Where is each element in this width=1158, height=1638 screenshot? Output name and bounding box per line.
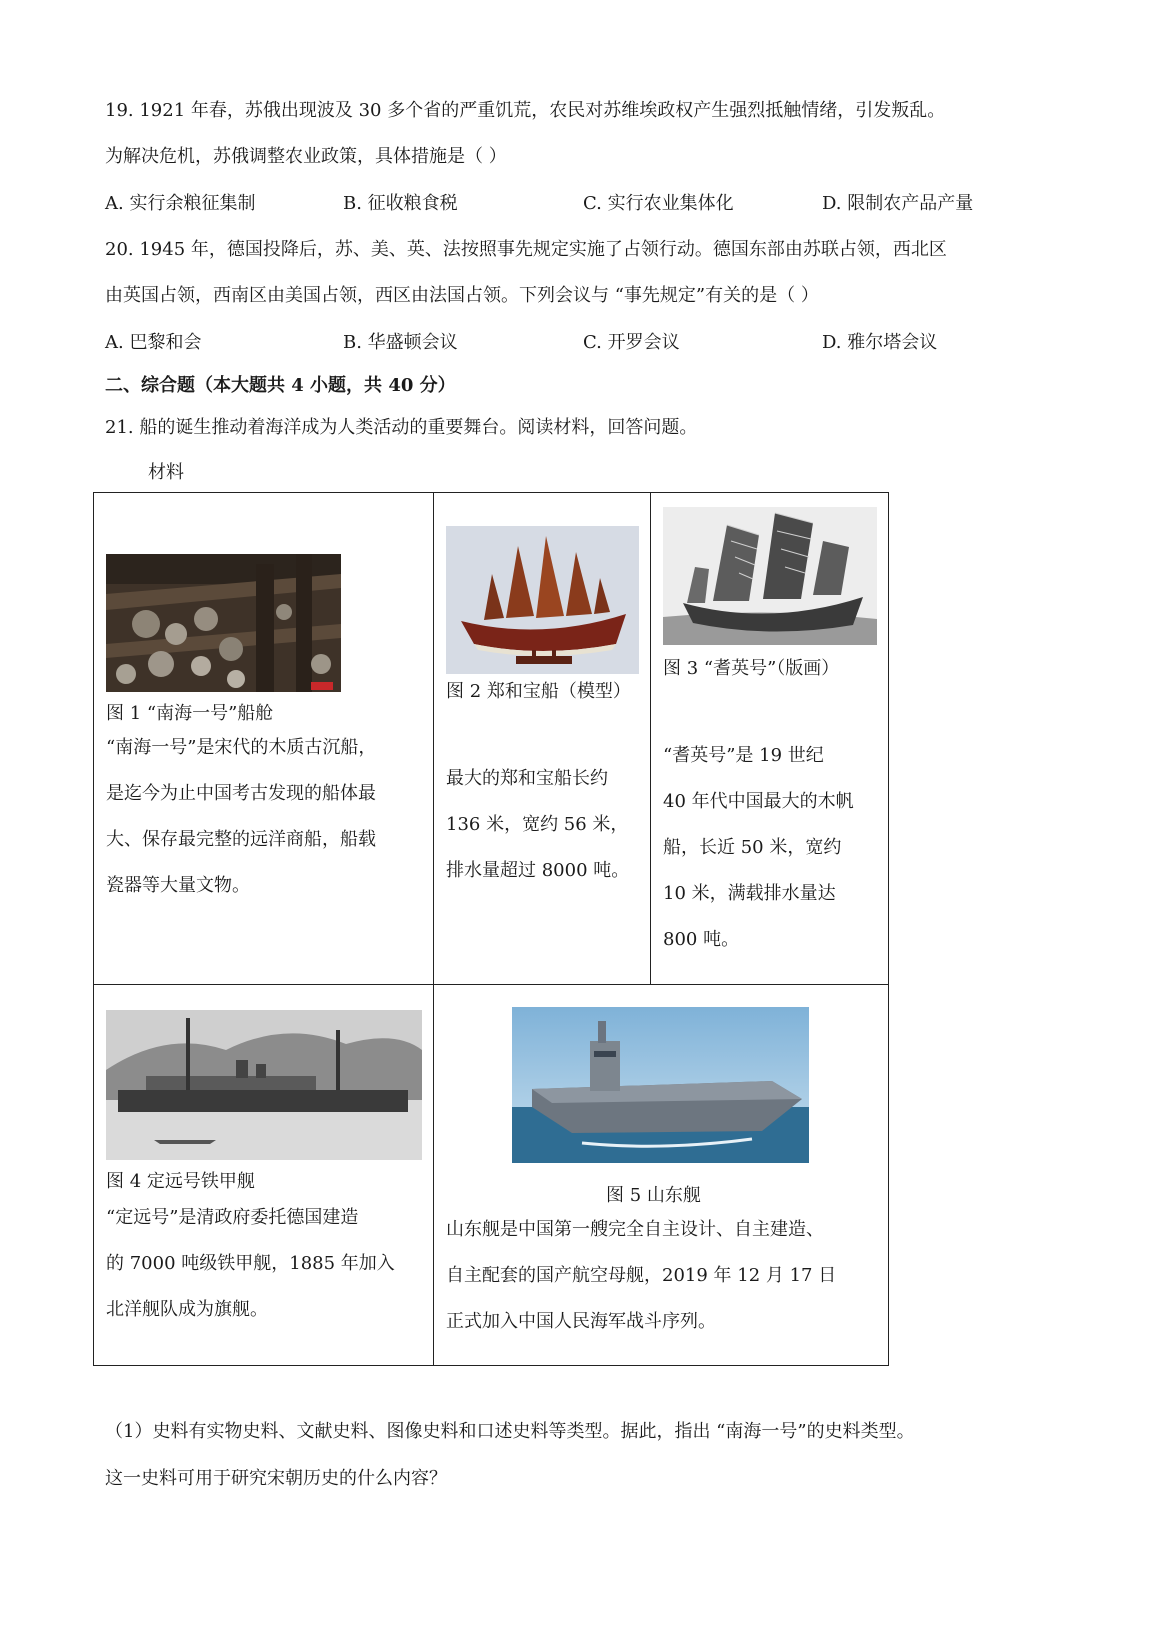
fig1-description [106, 725, 376, 909]
q20-stem-line2: 由英国占领，西南区由美国占领，西区由法国占领。下列会议与 “事先规定”有关的是（ ） [105, 285, 819, 306]
fig2-desc-line: 最大的郑和宝船长约 [446, 768, 608, 789]
fig4-desc-line: 的 7000 吨级铁甲舰，1885 年加入 [106, 1253, 395, 1274]
fig1-caption: 图 1 “南海一号”船舱 [106, 703, 274, 724]
fig2-desc-line: 136 米，宽约 56 米， [446, 814, 629, 835]
material-table [93, 492, 889, 1366]
q19-stem-line1: 19. 1921 年春，苏俄出现波及 30 多个省的严重饥荒，农民对苏维埃政权产生强烈抵触情绪，引发叛乱。 [105, 100, 946, 121]
fig1-desc-line: 瓷器等大量文物。 [106, 875, 250, 896]
fig2-cell [434, 493, 651, 985]
fig4-desc-line: “定远号”是清政府委托德国建造 [106, 1207, 359, 1228]
fig3-desc-line: 船，长近 50 米，宽约 [663, 837, 842, 858]
fig3-cell [651, 493, 889, 985]
fig4-description [106, 1195, 395, 1333]
q20-option-a: A. 巴黎和会 [105, 332, 202, 353]
keying-junk-engraving [663, 507, 877, 645]
q19-stem-line2: 为解决危机，苏俄调整农业政策，具体措施是（ ） [105, 146, 507, 167]
q19-option-b: B. 征收粮食税 [343, 193, 458, 214]
nanhai-one-hold-photo [106, 554, 341, 692]
fig3-caption: 图 3 “耆英号”（版画） [663, 658, 840, 679]
q19-option-c: C. 实行农业集体化 [583, 193, 734, 214]
section-heading: 二、综合题（本大题共 4 小题，共 40 分） [105, 375, 456, 396]
fig3-desc-line: “耆英号”是 19 世纪 [663, 745, 824, 766]
fig1-desc-line: 是迄今为止中国考古发现的船体最 [106, 783, 376, 804]
fig4-desc-line: 北洋舰队成为旗舰。 [106, 1299, 268, 1320]
fig2-desc-line: 排水量超过 8000 吨。 [446, 860, 630, 881]
q20-option-b: B. 华盛顿会议 [343, 332, 458, 353]
q20-option-c: C. 开罗会议 [583, 332, 680, 353]
fig1-desc-line: 大、保存最完整的远洋商船，船载 [106, 829, 376, 850]
fig2-caption: 图 2 郑和宝船（模型） [446, 681, 631, 702]
fig5-desc-line: 自主配套的国产航空母舰，2019 年 12 月 17 日 [446, 1265, 837, 1286]
fig3-desc-line: 10 米，满载排水量达 [663, 883, 836, 904]
shandong-carrier-photo [512, 1007, 809, 1163]
zhenghe-treasure-ship-model-photo [446, 526, 639, 674]
fig1-desc-line: “南海一号”是宋代的木质古沉船， [106, 737, 377, 758]
fig5-desc-line: 山东舰是中国第一艘完全自主设计、自主建造、 [446, 1219, 824, 1240]
q21-stem: 21. 船的诞生推动着海洋成为人类活动的重要舞台。阅读材料，回答问题。 [105, 417, 698, 438]
fig4-caption: 图 4 定远号铁甲舰 [106, 1171, 255, 1192]
fig5-description [446, 1207, 836, 1345]
fig3-desc-line: 40 年代中国最大的木帆 [663, 791, 854, 812]
fig5-caption: 图 5 山东舰 [606, 1185, 701, 1206]
material-label: 材料 [148, 462, 184, 483]
q19-option-d: D. 限制农产品产量 [822, 193, 974, 214]
fig5-cell [434, 985, 889, 1366]
dingyuan-ironclad-photo [106, 1010, 422, 1160]
fig4-cell [94, 985, 434, 1366]
q20-option-d: D. 雅尔塔会议 [822, 332, 938, 353]
fig2-description [446, 756, 629, 894]
fig5-desc-line: 正式加入中国人民海军战斗序列。 [446, 1311, 716, 1332]
q20-stem-line1: 20. 1945 年，德国投降后，苏、美、英、法按照事先规定实施了占领行动。德国东部由苏联占领，西北区 [105, 239, 947, 260]
q21-sub1-line2: 这一史料可用于研究宋朝历史的什么内容？ [105, 1468, 447, 1489]
q21-sub1-line1: （1）史料有实物史料、文献史料、图像史料和口述史料等类型。据此，指出 “南海一号”的史料类型。 [105, 1421, 915, 1442]
fig3-description [663, 733, 854, 963]
q19-option-a: A. 实行余粮征集制 [105, 193, 256, 214]
fig3-desc-line: 800 吨。 [663, 929, 740, 950]
fig1-cell [94, 493, 434, 985]
